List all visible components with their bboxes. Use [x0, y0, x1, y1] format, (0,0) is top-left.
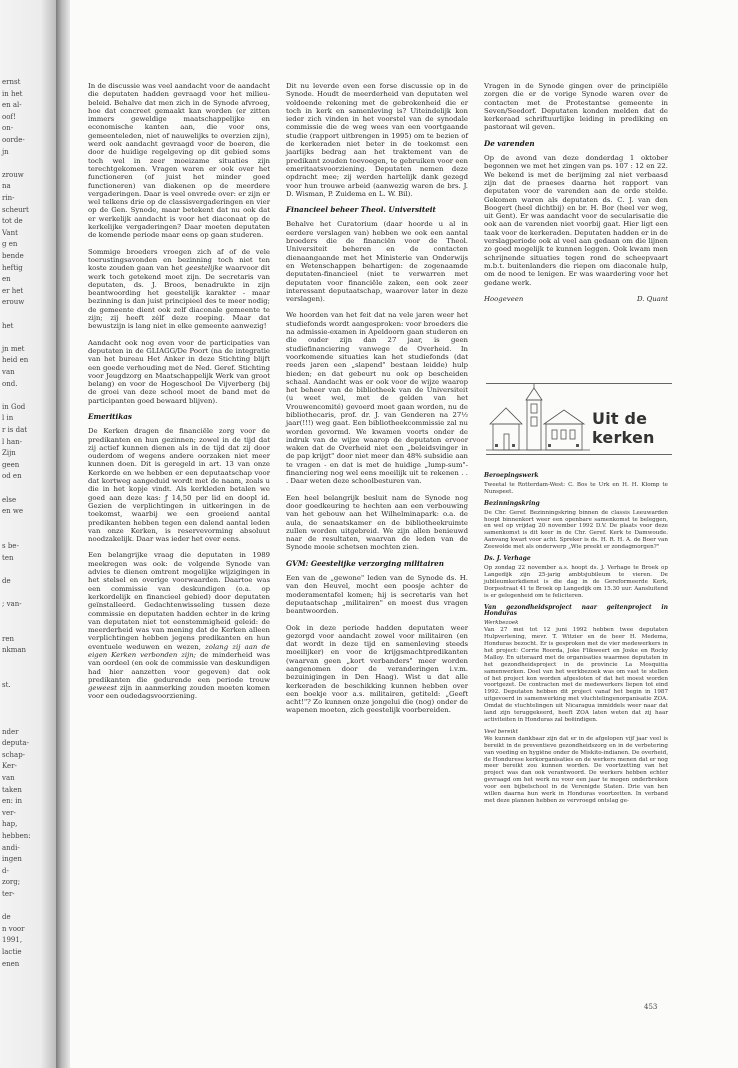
- left-page-text-fragment: erouw: [2, 298, 25, 307]
- left-page-text-fragment: jn met: [2, 344, 25, 353]
- page-fold-shadow: [56, 0, 70, 1068]
- signature-line: [484, 295, 668, 303]
- church-icon: [486, 384, 590, 454]
- left-page-text-fragment: zorg;: [2, 878, 21, 887]
- left-page-text-fragment: Ker-: [2, 762, 17, 771]
- left-page-text-fragment: hebben:: [2, 832, 31, 840]
- news-text: Tweetal te Rotterdam-West: C. Bos te Urk en H. H. Klomp te Nunspeet.: [484, 481, 668, 495]
- left-page-text-fragment: schap-: [2, 750, 26, 759]
- paragraph: Een heel belangrijk besluit nam de Synode nog door goedkeuring te hechten aan een verbouwing van het gebouw aan het Wilhelminapark: o.a. de aula, de senaatskamer en de bibliotheekruimte zullen worden uitgebreid. We zijn allen benieuwd naar de resultaten, waarvan de leden van de Synode mooie schetsen mochten zien.: [286, 493, 468, 552]
- news-heading: Ds. J. Verhage: [484, 555, 531, 563]
- left-page-text-fragment: l in: [2, 414, 14, 423]
- left-page-text-fragment: ter-: [2, 890, 15, 898]
- left-page-text-fragment: s be-: [2, 542, 19, 550]
- left-page-text-fragment: tot de: [2, 217, 23, 226]
- left-page-text-fragment: in het: [2, 89, 23, 98]
- left-page-edge: [0, 0, 58, 1068]
- left-page-text-fragment: hap,: [2, 820, 18, 829]
- banner-bottom-rule: [486, 454, 672, 455]
- paragraph: Ook in deze periode hadden deputaten weer gezorgd voor aandacht zowel voor militairen (en dat wordt in deze tijd en samenleving steeds moeilijker) en voor de krijgsmachtpredikanten (waarvan geen „kort verbanders" meer worden aangenomen door de veranderingen i.v.m. bezuinigingen in Den Haag). Wist u dat alle kerkeraden de beschikking kunnen hebben over een boekje voor a.s. militairen, getiteld: „Geeft acht!"? Zo kunnen onze jongelui die (nog) onder de wapenen moeten, zich geestelijk voorbereiden.: [286, 623, 468, 715]
- left-page-text-fragment: van: [2, 774, 15, 782]
- left-page-text-fragment: zrouw: [2, 170, 24, 179]
- left-page-text-fragment: d-: [2, 866, 9, 875]
- left-page-text-fragment: bende: [2, 252, 24, 260]
- column-1: [88, 82, 270, 709]
- news-heading: Beroepingswerk: [484, 472, 539, 479]
- left-page-text-fragment: nder: [2, 727, 19, 736]
- banner-title: Uit de kerken: [592, 409, 655, 447]
- section-heading-financieel: Financieel beheer Theol. Universiteit: [286, 205, 436, 215]
- left-page-text-fragment: deputa-: [2, 739, 29, 748]
- left-page-text-fragment: oorde-: [2, 136, 25, 144]
- left-page-text-fragment: nkman: [2, 646, 27, 655]
- left-page-text-fragment: in God: [2, 402, 26, 411]
- news-heading: Bezinningskring: [484, 499, 540, 507]
- left-page-text-fragment: else: [2, 495, 17, 504]
- left-page-text-fragment: de: [2, 913, 11, 922]
- left-page-text-fragment: ingen: [2, 855, 22, 864]
- paragraph: Behalve het Curatorium (daar hoorde u al in eerdere verslagen van) hebben we ook een aantal broeders die de financiën voor de Theol. Universiteit beheren en de contacten dienaangaande met het Ministerie van Onderwijs en Wetenschappen behartigen: de zogenaamde deputaten-financieel (niet te verwarren met deputaten voor financiële zaken, een ook zeer interessant deputaatschap, waarover later in deze verslagen).: [286, 220, 468, 304]
- left-page-text-fragment: van: [2, 368, 15, 376]
- left-page-text-fragment: rin-: [2, 194, 15, 202]
- left-page-text-fragment: ten: [2, 553, 14, 562]
- news-text: De Chr. Geref. Bezinningskring binnen de classis Leeuwarden hoopt binnenkort weer een openbare samenkomst te beleggen, en wel op vrijdag 20 november 1992 D.V. De plaats voor deze samenkomst is dit keer in de Chr. Geref. Kerk te Damwoude. Aanvang kwart voor acht. Spreker is ds. H. R. H. A. de Boer van Zeewolde met als onderwerp „Wie preekt er zondagmorgen?": [484, 509, 668, 551]
- left-page-text-fragment: ond.: [2, 379, 18, 388]
- news-text: Op zondag 22 november a.s. hoopt ds. J. Verhage te Broek op Langedijk zijn 25-jarig ambtsjubileum te vieren. De jubileumkerkdienst is die dag in de Gereformeerde Kerk, Dorpsstraat 41 te Broek op Langedijk om 15.30 uur. Aansluitend is er gelegenheid om te feliciteren.: [484, 564, 668, 599]
- paragraph: Sommige broeders vroegen zich af of de vele toerustingsavonden en bezinning toch niet ten koste zouden gaan van het geestelijke waarvoor dit werk toch getekend moet zijn. De secretaris van deputaten, ds. J. Broos, benadrukte in zijn beantwoording het geestelijk karakter - maar bezinning is dan juist principieel des te meer nodig; de gemeente dient ook zelf diaconale gemeente te zijn; zij heeft zélf deze roeping. Maar dat bewustzijn is lang niet in elke gemeente aanwezig!: [88, 247, 270, 331]
- paragraph: In de discussie was veel aandacht voor de aandacht die deputaten hadden gevraagd voor het milieu-beleid. Behalve dat men zich in de Synode afvroeg, hoe dat concreet gemaakt kan worden (er zitten immers geweldige maatschappelijke en economische kanten aan, die voor ons, gemeenteleden, niet of nauwelijks te overzien zijn), werd ook aandacht gevraagd voor de boeren, die door de huidige regelgeving op dit gebied soms toch wel in zeer moeizame situaties zijn terechtgekomen. Vragen waren er ook over het functioneren (of juist het minder goed functioneren) van diakenen op de meerdere vergaderingen. Daar is veel onvrede over: er zijn er wel telkens drie op de classisvergaderingen en vier op de Gen. Synode, maar betekent dat nu ook dat er werkelijk aandacht is voor het diaconaat op de kerkelijke vergaderingen? Daar moeten deputaten de komende periode maar eens op gaan studeren.: [88, 82, 270, 240]
- left-page-text-fragment: er het: [2, 286, 24, 295]
- paragraph: Vragen in de Synode gingen over de principiële zorgen die er de vorige Synode waren over de contacten met de Protestantse gemeente in Seven/Seedorf. Deputaten konden melden dat de kerkeraad schriftuurlijke leiding in prediking en pastoraat wil geven.: [484, 82, 668, 132]
- left-page-text-fragment: r is dat: [2, 426, 28, 434]
- section-heading-gvm: GVM: Geestelijke verzorging militairen: [286, 558, 444, 568]
- left-page-text-fragment: het: [2, 321, 14, 330]
- paragraph: Een belangrijke vraag die deputaten in 1989 meekregen was ook: de volgende Synode van advies te dienen omtrent mogelijke wijzigingen in het stelsel en overige voorwaarden. Daartoe was een commissie van deskundigen (o.a. op kerkordelijk en financieel gebied) door deputaten geïnstalleerd. Gedachtenwisseling tussen deze commissie en deputaten hadden echter in de kring van deputaten niet tot eenstemmigheid geleid: de meerderheid was van mening dat de Kerken alleen verplichtingen hebben jegens predikanten en hun eventuele weduwen en wezen, zolang zij aan de eigen Kerken verbonden zijn; de minderheid was van oordeel (en ook de commissie van deskundigen had hier aanzetten voor gegeven) dat ook predikanten die gedurende een periode trouw geweest zijn in aanmerking zouden moeten komen voor een oudedagsvoorziening.: [88, 551, 271, 701]
- left-page-text-fragment: ernst: [2, 78, 21, 86]
- left-page-text-fragment: jn: [2, 147, 9, 156]
- left-page-text-fragment: heftig: [2, 263, 23, 272]
- news-subheading: Werkbezoek: [484, 620, 519, 627]
- news-subheading: Veel bereikt: [484, 728, 519, 735]
- left-page-text-fragment: ren: [2, 634, 14, 643]
- left-page-text-fragment: lactie: [2, 948, 22, 956]
- left-page-text-fragment: na: [2, 182, 11, 191]
- left-page-text-fragment: od en: [2, 472, 22, 481]
- left-page-text-fragment: g en: [2, 240, 18, 249]
- paragraph: De Kerken dragen de financiële zorg voor de predikanten en hun gezinnen; zowel in de tijd dat zij actief kunnen dienen als in de tijd dat zij door ouderdom of wegens andere oorzaken niet meer kunnen doen. Dit is geregeld in art. 13 van onze Kerkorde en we hebben er een deputaatschap voor dat kortweg aangeduid wordt met de naam, zoals u die in het kopje vindt. Als kerkleden betalen we goed aan deze kas: ƒ 14,50 per lid en doopl id. Gezien de verplichtingen in uitkeringen in de toekomst, waarbij we een groeiend aantal predikanten hebben tegen een dalend aantal leden van onze Kerken, is reservevorming absoluut noodzakelijk. Daar was ieder het over eens.: [88, 427, 270, 544]
- paragraph: Een van de „gewone" leden van de Synode ds. H. van den Heuvel, mocht een poosje achter de moderamentafel komen; hij is secretaris van het deputaatschap „militairen" en moest dus vragen beantwoorden.: [286, 574, 468, 616]
- left-page-text-fragment: en al-: [2, 101, 22, 110]
- section-heading-varenden: De varenden: [484, 138, 535, 148]
- paragraph: Dit nu leverde even een forse discussie op in de Synode. Houdt de meerderheid van deputaten wel voldoende rekening met de gebrokenheid die er toch in kerk en samenleving is? Uiteindelijk kon ieder zich vinden in het voorstel van de synodale commissie die de weg wees van een voortgaande studie (rapport uitbrengen in 1995) om te bezien of de kerkeraden niet beter in de toekomst een jaarlijks bedrag aan het traktement van de predikant zouden toevoegen, te gebruiken voor een emeritaatsvoorziening. Deputaten nemen deze opdracht mee; zij werden hartelijk dank gezegd voor hun trouwe arbeid (aanwezig waren de brs. J. D. Wisman, P. Zuidema en L. W. Bil).: [286, 82, 468, 198]
- signature-name: D. Quant: [636, 294, 668, 303]
- left-page-text-fragment: andi-: [2, 843, 20, 852]
- left-page-text-fragment: scheurt: [2, 205, 29, 214]
- page-number: 453: [644, 1003, 658, 1011]
- left-page-text-fragment: heid en: [2, 356, 29, 365]
- paragraph: We hoorden van het feit dat na vele jaren weer het studiefonds wordt aangesproken: voor broeders die na admissie-examen in Apeldoorn gaan studeren en die ouder zijn dan 27 jaar, is geen studiefinanciering vanwege de Overheid. In voorkomende situaties kan het studiefonds (dat reeds jaren een „slapend" bestaan leidde) hulp bieden; en dat gebeurt nu ook op bescheiden schaal. Aandacht was er ook voor de wijze waarop het beheer van de bibliotheek van de Universiteit (u weet wel, met de gelden van het Vrouwencomité) gevoerd moet gaan worden, nu de bibliothecaris, prof. dr. J. van Genderen na 27½ jaar(!!!) weg gaat. Een bibliotheekcommissie zal nu worden gevormd. We kwamen voorts onder de indruk van de wijze waarop de deputaten ervoor waken dat de Overheid niet een „beleidsvinger in de pap krijgt" door niet meer dan 48% subsidie aan te vragen - en dat is met de huidige „lump-sum"-financiering nog wel eens moeilijk uit te rekenen . . . Daar weten deze schoolbesturen van.: [286, 311, 468, 486]
- left-page-text-fragment: ver-: [2, 808, 16, 817]
- section-heading-emeritikas: Emeritikas: [88, 411, 132, 421]
- left-page-text-fragment: Zijn: [2, 449, 16, 458]
- left-page-text-fragment: en we: [2, 507, 24, 516]
- column-3: [484, 82, 668, 303]
- news-heading: Van gezondheidsproject naar geitenproject in Honduras: [484, 603, 668, 618]
- left-page-text-fragment: on-: [2, 124, 14, 133]
- left-page-text-fragment: Vant: [2, 228, 18, 237]
- news-text: Van 27 mei tot 12 juni 1992 hebben twee deputaten Hulpverlening, mevr. T. Witzier en de heer H. Medema, Honduras bezocht. Er is gesproken met de vier medewerkers in het project: Corrie Roorda, Joke Flikweert en Joske en Rocky Malloy. En uiteraard met de organisaties waarmee deputaten in het gezondheidsproject in de provincie La Mosquitia samenwerken. Doel van het werkbezoek was om vast te stellen of het project kon worden afgesloten of dat het moest worden voortgezet. De contracten met de medewerkers liepen tot eind 1992. Deputaten hebben dit project vanaf het begin in 1987 uitgevoerd in samenwerking met vluchtelingenorganisatie ZOA. Omdat de vluchtelingen uit Nicaragua inmiddels weer naar dat land zijn teruggekeerd, heeft ZOA laten weten dat zij haar activiteiten in Honduras zal beëindigen.: [484, 627, 668, 723]
- left-page-text-fragment: n voor: [2, 924, 25, 933]
- left-page-text-fragment: ; van-: [2, 600, 22, 608]
- left-page-text-fragment: l han-: [2, 437, 23, 446]
- magazine-page: [70, 0, 738, 1068]
- left-page-text-fragment: 1991,: [2, 936, 23, 945]
- left-page-text-fragment: taken: [2, 785, 22, 794]
- paragraph: Op de avond van deze donderdag 1 oktober begonnen we met het zingen van ps. 107 : 12 en 22. We bekend is met de berijming zal niet verbaasd zijn dat de praeses daarna het rapport van deputaten voor de varenden aan de orde stelde. Gekomen waren als deputaten ds. C. J. van den Boogert (heel dichtbij) en br. H. Bor (heel ver weg, uit Gent). Er was aandacht voor de secularisatie die ook aan de varenden niet voorbij gaat. Hier ligt een taak voor de kerkeraden. Deputaten hadden er in de verslagperiode ook al veel aan gedaan om die lijnen zo goed mogelijk te kunnen leggen. Ook kwam men schrijnende situaties tegen rond de scheepvaart m.b.t. buitenlanders die riepen om diaconale hulp, om de nood te lenigen. Er was waardering voor het gedane werk.: [484, 154, 668, 287]
- paragraph: Aandacht ook nog even voor de participaties van deputaten in de GLIAGG/De Poort (na de integratie van het bureau Het Anker in deze Stichting blijft een goede verhouding met de Ned. Geref. Stichting voor Jeugdzorg en Maatschappelijk Werk van groot belang) en voor de Hogeschool De Vijverberg (bij de groei van deze school moet de band met de participanten goed bewaard blijven).: [88, 338, 270, 405]
- column-2: [286, 82, 468, 723]
- left-page-text-fragment: en: [2, 275, 11, 284]
- left-page-text-fragment: st.: [2, 681, 11, 690]
- news-text: We kunnen dankbaar zijn dat er in de afgelopen vijf jaar veel is bereikt in de preventieve gezondheidszorg en in de verbetering van voeding en hygiëne onder de Miskito-indianen. De overheid, de Hondurese kerkorganisaties en de werkers menen dat er nog meer bereikt zou kunnen worden. De voortzetting van het project was dan ook verantwoord. De werkers hebben echter gevraagd om het werk nu voor een jaar te mogen onderbreken voor een bijbelschool in de Verenigde Staten. Drie van hen willen daarna hun werk in Honduras voortzetten. In verband met deze plannen hebben ze vervroegd ontslag ge-: [484, 735, 668, 804]
- left-page-text-fragment: de: [2, 576, 11, 585]
- signature-place: Hoogeveen: [484, 294, 524, 303]
- left-page-text-fragment: en: in: [2, 797, 22, 806]
- left-page-text-fragment: oof!: [2, 112, 16, 121]
- news-column: [484, 470, 668, 810]
- left-page-text-fragment: enen: [2, 959, 20, 968]
- left-page-text-fragment: geen: [2, 460, 20, 469]
- uit-de-kerken-banner: [486, 383, 672, 455]
